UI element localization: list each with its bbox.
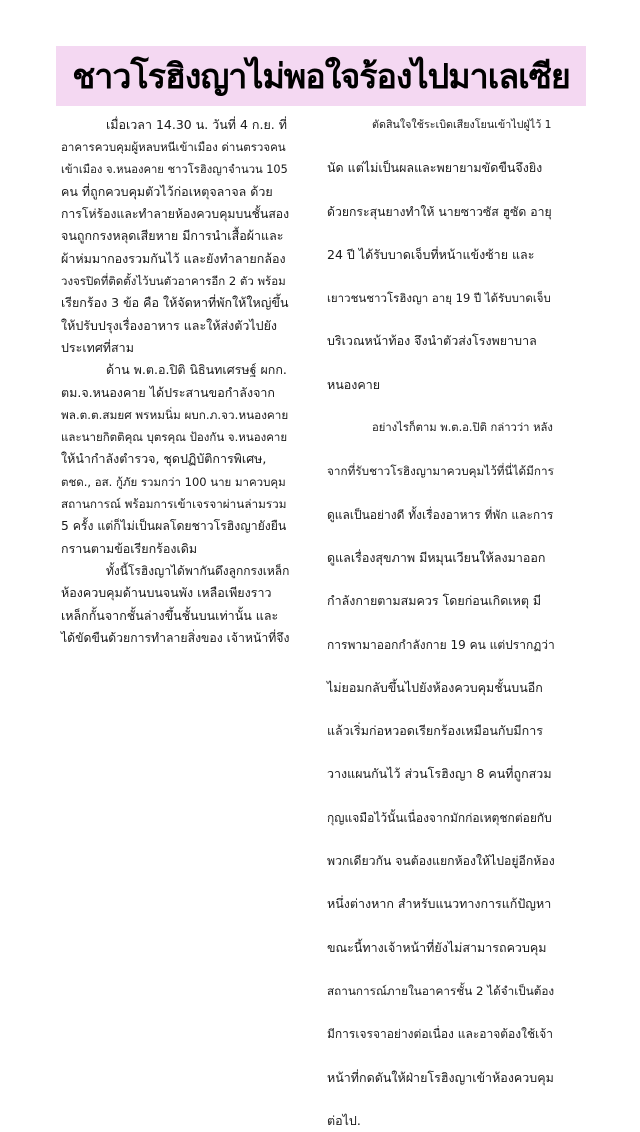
article-line: สถานการณ์ภายในอาคารชั้น 2 ได้จำเป็นต้อง: [327, 983, 555, 998]
article-line: ตัดสินใจใช้ระเบิดเสียงโยนเข้าไปฝู่ไว้ 1: [372, 118, 552, 131]
article-line: จากที่รับชาวโรฮิงญามาควบคุมไว้ที่นี่ได้มีการ: [327, 464, 554, 479]
article-line: ดูแลเป็นอย่างดี ทั้งเรื่องอาหาร ที่พัก และการ: [327, 507, 554, 522]
article-line: นัด แต่ไม่เป็นผลและพยายามขัดขืนจึงยิง: [327, 160, 543, 176]
article-line: อาคารควบคุมผู้หลบหนีเข้าเมือง ด่านตรวจคน: [61, 140, 286, 155]
article-line: วงจรปิดที่ติดตั้งไว้บนตัวอาคารอีก 2 ตัว พร้อม: [61, 274, 286, 289]
article-column-left: [61, 114, 289, 649]
article-line: พล.ต.ต.สมยศ พรหมนิ่ม ผบก.ภ.จว.หนองคาย: [61, 407, 289, 422]
article-line: จนถูกกรงหลุดเสียหาย มีการนำเสื้อผ้าและ: [61, 228, 284, 244]
article-line: การพามาออกกำลังกาย 19 คน แต่ปรากฏว่า: [327, 637, 555, 652]
article-line: วางแผนกันไว้ ส่วนโรฮิงญา 8 คนที่ถูกสวม: [327, 766, 552, 782]
article-line: ต่อไป.: [327, 1112, 361, 1128]
article-line: เมื่อเวลา 14.30 น. วันที่ 4 ก.ย. ที่: [106, 117, 287, 132]
article-line: และนายกิตติคุณ บุตรคุณ ป้องกัน จ.หนองคาย: [61, 430, 288, 445]
article-line: ตชด., อส. กู้ภัย รวมกว่า 100 นาย มาควบคุม: [61, 474, 286, 489]
article-line: สถานการณ์ พร้อมการเข้าเจรจาผ่านล่ามรวม: [61, 497, 287, 512]
article-line: พวกเดียวกัน จนต้องแยกห้องให้ไปอยู่อีกห้อง: [327, 854, 555, 869]
article-column-right: [327, 114, 555, 1132]
article-line: ไม่ยอมกลับขึ้นไปยังห้องควบคุมชั้นบนอีก: [327, 679, 543, 695]
article-line: ห้องควบคุมด้านบนจนพัง เหลือเพียงราว: [61, 585, 272, 601]
article-line: ดูแลเรื่องสุขภาพ มีหมุนเวียนให้ลงมาออก: [327, 549, 546, 565]
article-line: บริเวณหน้าท้อง จึงนำตัวส่งโรงพยาบาล: [327, 333, 537, 349]
article-line: เหล็กกั้นจากชั้นล่างขึ้นชั้นบนเท่านั้น และ: [61, 607, 279, 623]
article-line: ขณะนี้ทางเจ้าหน้าที่ยังไม่สามารถควบคุม: [327, 939, 547, 955]
headline-banner: [56, 46, 586, 106]
article-line: 5 ครั้ง แต่ก็ไม่เป็นผลโดยชาวโรฮิงญายังยืน: [61, 519, 287, 534]
article-line: 24 ปี ได้รับบาดเจ็บที่หน้าแข้งซ้าย และ: [327, 246, 535, 262]
article-line: หนองคาย: [327, 376, 381, 392]
article-line: ด้วยกระสุนยางทำให้ นายซาวซัส ฮูซัด อายุ: [327, 204, 552, 219]
article-line: กรานตามข้อเรียกร้องเดิม: [61, 540, 198, 556]
article-line: กุญแจมือไว้นั้นเนื่องจากมักก่อเหตุชกต่อยกับ: [327, 810, 552, 825]
article-line: ประเทศที่สาม: [61, 339, 134, 355]
article-line: เข้าเมือง จ.หนองคาย ชาวโรฮิงญาจำนวน 105: [61, 162, 288, 176]
article-line: ผ้าห่มมากองรวมกันไว้ และยังทำลายกล้อง: [61, 250, 286, 266]
article-line: ได้ขัดขืนด้วยการทำลายสิ่งของ เจ้าหน้าที่จึง: [61, 630, 290, 645]
article-line: ให้ปรับปรุงเรื่องอาหาร และให้ส่งตัวไปยัง: [61, 317, 278, 333]
article-line: ให้นำกำลังตำรวจ, ชุดปฏิบัติการพิเศษ,: [61, 451, 267, 467]
article-line: เยาวชนชาวโรฮิงญา อายุ 19 ปี ได้รับบาดเจ็บ: [327, 291, 551, 306]
article-line: แล้วเริ่มก่อหวอดเรียกร้องเหมือนกับมีการ: [327, 723, 543, 739]
headline: ชาวโรฮิงญาไม่พอใจร้องไปมาเลเซีย: [72, 57, 570, 97]
article-line: ตม.จ.หนองคาย ได้ประสานขอกำลังจาก: [61, 384, 275, 400]
article-line: หน้าที่กดดันให้ฝ่ายโรฮิงญาเข้าห้องควบคุม: [327, 1069, 554, 1085]
article-line: คน ที่ถูกควบคุมตัวไว้ก่อเหตุจลาจล ด้วย: [61, 183, 273, 199]
article-line: เรียกร้อง 3 ข้อ คือ ให้จัดหาที่พักให้ใหญ่ขึ้น: [61, 295, 289, 311]
article-line: หนึ่งต่างหาก สำหรับแนวทางการแก้ปัญหา: [327, 896, 552, 912]
article-line: การโห่ร้องและทำลายห้องควบคุมบนชั้นสอง: [61, 207, 290, 222]
article-line: อย่างไรก็ตาม พ.ต.อ.ปิติ กล่าวว่า หลัง: [372, 421, 553, 435]
article-line: กำลังกายตามสมควร โดยก่อนเกิดเหตุ มี: [327, 593, 542, 609]
article-line: ทั้งนี้โรฮิงญาได้พากันดึงลูกกรงเหล็ก: [106, 563, 290, 578]
article-line: ด้าน พ.ต.อ.ปิติ นิธินทเศรษฐ์ ผกก.: [106, 362, 287, 378]
article-line: มีการเจรจาอย่างต่อเนื่อง และอาจต้องใช้เจ้า: [327, 1027, 553, 1042]
